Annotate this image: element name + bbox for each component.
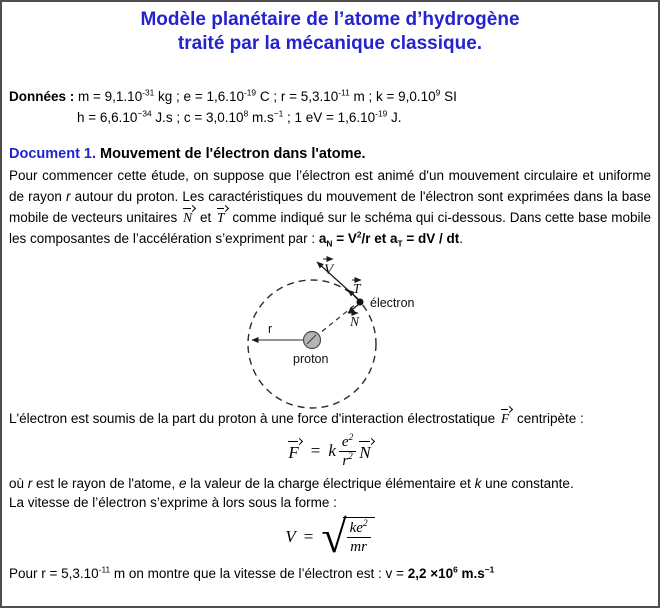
speed-fraction-denominator: mr: [350, 539, 367, 555]
after-force-text: où r est le rayon de l'atome, e la valeur de la charge électrique élémentaire et k une constante.: [9, 476, 574, 491]
data-section: [9, 86, 651, 128]
speed-fraction-numerator: $ke^2$: [347, 520, 371, 538]
radius-label: r: [268, 322, 273, 336]
page-title-line1: Modèle planétaire de l’atome d’hydrogène: [140, 9, 520, 30]
speed-equation: [9, 513, 651, 561]
orbit-diagram: [9, 249, 655, 409]
electron-label: électron: [370, 296, 415, 310]
document1-title: Mouvement de l'électron dans l'atome.: [100, 146, 366, 162]
radical-sign: √: [321, 511, 347, 562]
force-equation: [9, 429, 651, 473]
velocity-label: V: [324, 262, 334, 278]
donnees-values-1: $m = 9,1.10^{-31}$ kg ; $e = 1,6.10^{-19}$ C ; $r = 5,3.10^{-11}$ m ; $k = 9,0.10^9$ SI: [78, 87, 457, 104]
document1-label: Document 1.: [9, 146, 97, 162]
force-fraction: [339, 434, 356, 469]
proton-circle: [304, 332, 321, 349]
force-intro-text: L'électron est soumis de la part du proton à une force d'interaction électrostatique F centripète :: [9, 411, 584, 426]
normal-vector-symbol: N: [358, 441, 373, 461]
equals-sign: =: [310, 441, 321, 460]
donnees-line2: $h = 6,6.10^{-34}$ J.s ; $c = 3,0.10^8$ $m.s^{-1}$ ; 1 eV = $1,6.10^{-19}$ J.: [77, 108, 402, 125]
speed-intro-text: La vitesse de l’électron s’exprime à lors sous la forme :: [9, 495, 337, 510]
speed-symbol: V: [285, 527, 296, 546]
normal-label: N: [350, 314, 360, 329]
constant-k: k: [328, 441, 336, 460]
force-vector-symbol: F: [287, 441, 301, 461]
conclusion-text: Pour $r = 5,3.10^{-11}$ m on montre que la vitesse de l’électron est : $v = 2,2 \times 10^6$ $m.s^{-1}$: [9, 564, 495, 581]
document1-paragraph: Pour commencer cette étude, on suppose que l’électron est animé d'un mouvement circulaire et uniforme de rayon r autour du proton. Les caractéristiques du mouvement de l'électron sont exprimées dans la base mobile de vecteurs unitaires N et T comme indiqué sur le schéma qui ci-dessous. Dans cette base mobile les composantes de l’accélération s’expriment par : $a_N = V^2/r$ et $a_T$ = dV / dt.: [9, 168, 651, 249]
document1-heading: [9, 145, 651, 164]
page-title: [9, 8, 651, 56]
equals-sign: =: [303, 527, 314, 546]
donnees-label: Données :: [9, 89, 75, 104]
speed-fraction: [347, 520, 371, 555]
force-fraction-denominator: $r^2$: [342, 451, 353, 469]
proton-label: proton: [293, 352, 329, 366]
force-fraction-numerator: $e^2$: [339, 434, 356, 452]
square-root: [321, 511, 374, 562]
radicand: [343, 517, 375, 555]
donnees-line1: [9, 86, 651, 107]
page-title-line2: traité par la mécanique classique.: [177, 33, 483, 54]
tangent-label: T: [353, 281, 361, 296]
